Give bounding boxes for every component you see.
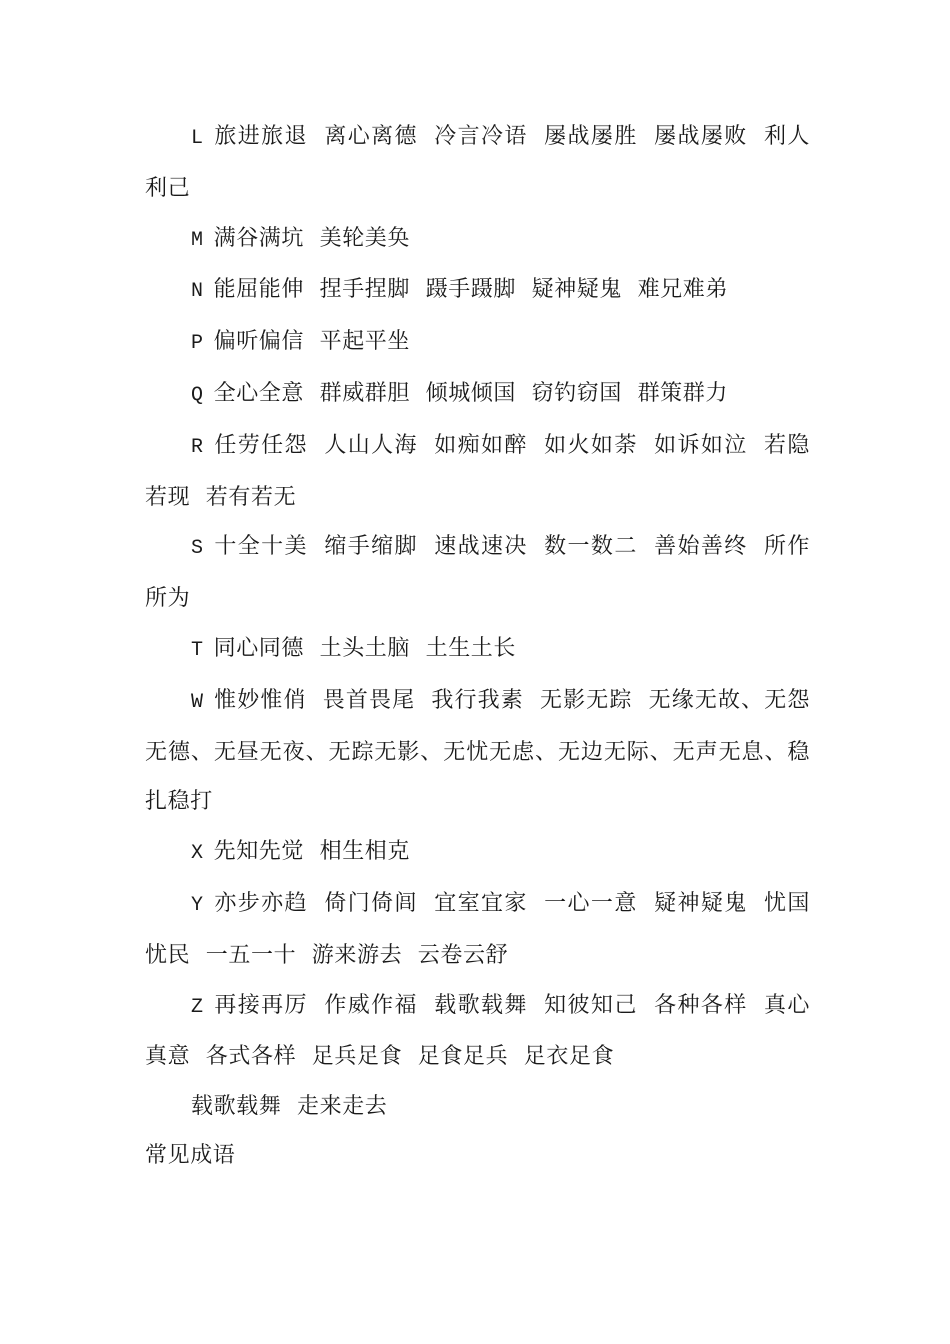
section-idioms: 亦步亦趋 倚门倚闾 宜室宜家 一心一意 疑神疑鬼 忧国忧民 一五一十 游来游去 云卷云舒: [145, 890, 810, 968]
section-y: [145, 879, 810, 981]
section-continuation: [145, 1082, 810, 1132]
section-idioms: 能屈能伸 捏手捏脚 蹑手蹑脚 疑神疑鬼 难兄难弟: [213, 277, 728, 303]
section-letter: P: [191, 332, 204, 356]
section-l: [145, 112, 810, 214]
section-letter: L: [191, 127, 204, 150]
section-letter: M: [191, 228, 204, 252]
section-idioms: 全心全意 群威群胆 倾城倾国 窃钓窃国 群策群力: [213, 380, 728, 406]
section-x: [145, 827, 810, 879]
section-heading: 常见成语: [145, 1143, 236, 1168]
section-m: [145, 214, 810, 266]
section-idioms: 同心同德 土头土脑 土生土长: [213, 635, 516, 661]
section-w: [145, 676, 810, 827]
section-idioms: 惟妙惟俏 畏首畏尾 我行我素 无影无踪 无缘无故、无怨无德、无昼无夜、无踪无影、无忧无虑、无边无际、无声无息、稳扎稳打: [145, 687, 810, 815]
section-n: [145, 265, 810, 317]
section-letter: Q: [191, 383, 204, 407]
section-letter: X: [191, 842, 204, 866]
section-idioms: 载歌载舞 走来走去: [191, 1094, 388, 1120]
section-t: [145, 624, 810, 676]
section-letter: Y: [191, 893, 204, 917]
section-idioms: 旅进旅退 离心离德 冷言冷语 屡战屡胜 屡战屡败 利人利己: [145, 124, 810, 201]
section-letter: W: [191, 690, 204, 714]
section-idioms: 再接再厉 作威作福 载歌载舞 知彼知己 各种各样 真心真意 各式各样 足兵足食 足食足兵 足衣足食: [145, 992, 810, 1070]
section-idioms: 先知先觉 相生相克: [213, 839, 411, 865]
section-p: [145, 317, 810, 369]
section-s: [145, 522, 810, 624]
section-letter: N: [191, 280, 204, 304]
section-letter: R: [191, 435, 204, 459]
section-q: [145, 369, 810, 421]
section-letter: Z: [191, 995, 204, 1019]
section-idioms: 偏听偏信 平起平坐: [213, 329, 411, 355]
idiom-list: [145, 112, 810, 1132]
section-idioms: 十全十美 缩手缩脚 速战速决 数一数二 善始善终 所作所为: [145, 534, 810, 612]
section-r: [145, 421, 810, 523]
section-letter: S: [191, 537, 204, 561]
section-z: [145, 981, 810, 1083]
section-idioms: 满谷满坑 美轮美奂: [213, 225, 411, 251]
section-letter: T: [191, 638, 204, 662]
section-idioms: 任劳任怨 人山人海 如痴如醉 如火如荼 如诉如泣 若隐若现 若有若无: [145, 432, 810, 510]
